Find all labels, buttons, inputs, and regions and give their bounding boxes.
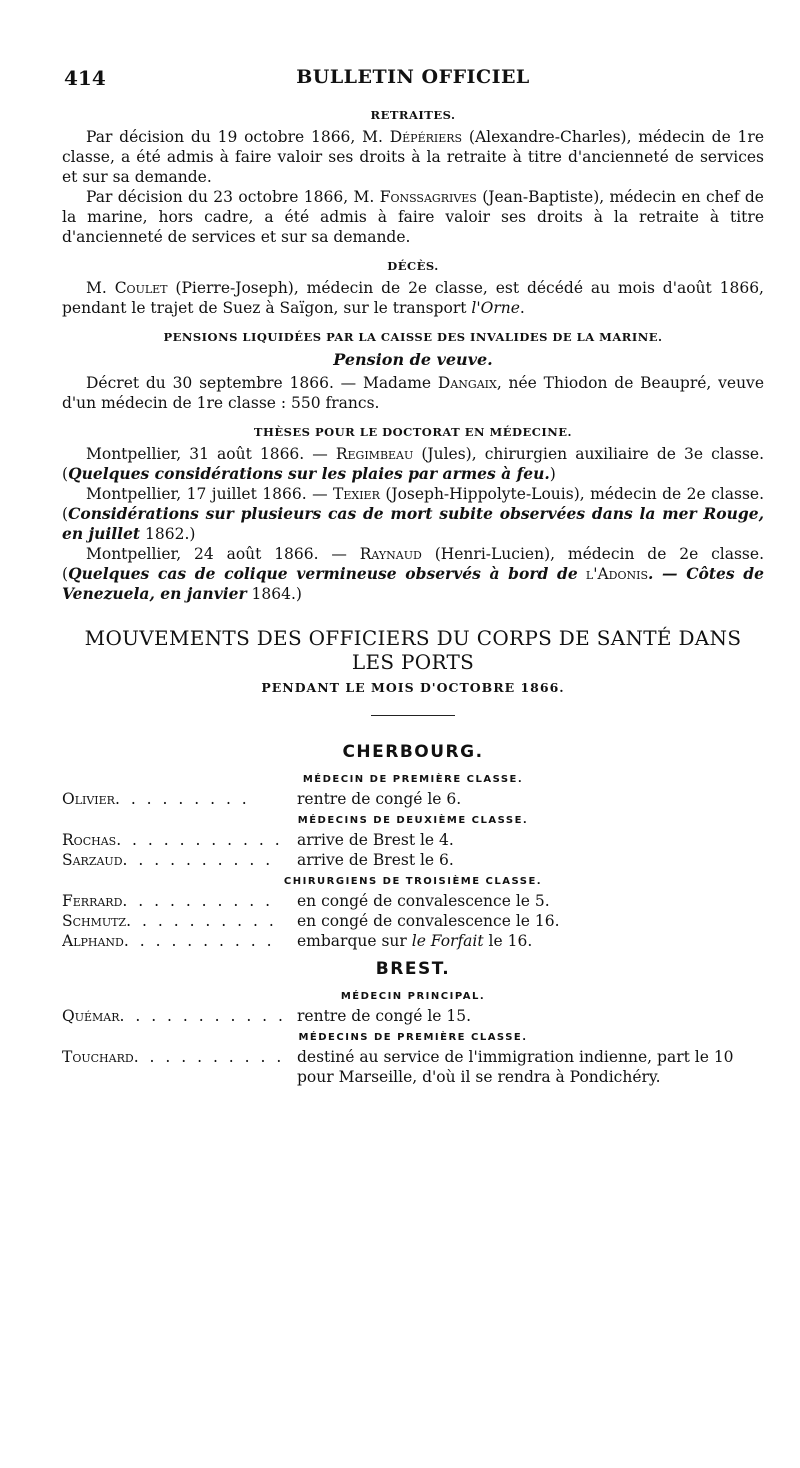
mouvements-heading: MOUVEMENTS DES OFFICIERS DU CORPS DE SANTÉ DANS LES PORTS <box>84 626 742 674</box>
rank-heading: MÉDECIN PRINCIPAL. <box>340 991 486 1002</box>
retraites-paragraph-2 <box>62 187 764 247</box>
leader-dots: . . . . . . . . . . <box>126 912 277 930</box>
text: (Jules), chirurgien auxiliaire de 3e classe. ( <box>62 445 764 483</box>
these-item-3 <box>62 544 764 604</box>
text: M. <box>86 279 107 297</box>
page-header <box>62 66 764 106</box>
text: Par décision du 19 octobre 1866, M. <box>86 128 383 146</box>
text: (Joseph-Hippolyte-Louis), médecin de 2e classe. ( <box>62 485 764 523</box>
port-heading-cherbourg: CHERBOURG. <box>342 742 484 762</box>
officer-name: Sarzaud <box>62 851 123 869</box>
person-name: Dangaix <box>437 374 497 392</box>
leader-dots: . . . . . . . . . . <box>133 1048 285 1066</box>
text: . <box>519 299 525 317</box>
deces-paragraph <box>62 278 764 318</box>
movement-description: en congé de convalescence le 5. <box>297 892 550 910</box>
officer-name: Touchard <box>62 1048 134 1066</box>
movement-description: arrive de Brest le 4. <box>297 831 454 849</box>
text: 1864.) <box>246 585 302 603</box>
these-item-2 <box>62 484 764 544</box>
thesis-title-continued: . — Côtes de Venezuela, en janvier <box>62 564 764 603</box>
leader-dots: . . . . . . . . . . <box>122 892 274 910</box>
ship-name: l'Adonis <box>585 565 648 583</box>
officer-name: Quémar <box>62 1007 120 1025</box>
text: embarque sur <box>297 932 407 950</box>
text: (Pierre-Joseph), médecin de 2e classe, est décédé au mois d'août 1866, pendant le trajet de Suez à Saïgon, sur le transport <box>62 279 764 317</box>
running-title: BULLETIN OFFICIEL <box>296 66 530 88</box>
rank-heading: CHIRURGIENS DE TROISIÈME CLASSE. <box>283 876 543 887</box>
pensions-subheading: Pension de veuve. <box>333 350 493 369</box>
officer-name: Schmutz <box>62 912 127 930</box>
ship-name: le Forfait <box>411 932 484 950</box>
thesis-title: Quelques considérations sur les plaies par armes à feu. <box>68 464 550 483</box>
page-number: 414 <box>64 66 106 90</box>
retraites-paragraph-1 <box>62 127 764 187</box>
list-item <box>62 891 764 911</box>
retraites-heading: RETRAITES. <box>370 108 456 122</box>
person-name: Fonssagrives <box>379 188 477 206</box>
person-name: Regimbeau <box>335 445 414 463</box>
text: (Jean-Baptiste), médecin en chef de la marine, hors cadre, a été admis à faire valoir ses droits à la retraite à titre d'ancienneté de services et sur sa demande. <box>62 188 764 246</box>
person-name: Dépériers <box>389 128 463 146</box>
text: Montpellier, 31 août 1866. — <box>86 445 328 463</box>
thesis-title: Considérations sur plusieurs cas de mort subite observées dans la mer Rouge, en juillet <box>62 504 764 543</box>
officer-name: Rochas <box>62 831 117 849</box>
leader-dots: . . . . . . . . . . . <box>119 1007 286 1025</box>
movement-description: rentre de congé le 6. <box>297 790 462 808</box>
person-name: Raynaud <box>359 545 422 563</box>
list-item <box>62 1047 764 1087</box>
ship-name: l'Orne <box>471 299 520 317</box>
movement-description <box>297 931 764 951</box>
person-name: Texier <box>333 485 380 503</box>
mouvements-subheading: PENDANT LE MOIS D'OCTOBRE 1866. <box>261 680 565 695</box>
text: (Henri-Lucien), médecin de 2e classe. ( <box>62 545 764 583</box>
leader-dots: . . . . . . . . . <box>114 790 250 808</box>
person-name: Coulet <box>114 279 168 297</box>
officer-name: Alphand <box>62 932 124 950</box>
movement-description: arrive de Brest le 6. <box>297 851 454 869</box>
list-item <box>62 830 764 850</box>
divider <box>371 715 455 716</box>
list-item <box>62 911 764 931</box>
theses-heading: THÈSES POUR LE DOCTORAT EN MÉDECINE. <box>253 425 573 439</box>
movement-description: destiné au service de l'immigration indienne, part le 10 pour Marseille, d'où il se rendra à Pondichéry. <box>297 1048 734 1086</box>
list-item <box>62 1006 764 1026</box>
list-item <box>62 789 764 809</box>
text: 1862.) <box>140 525 196 543</box>
pensions-heading: PENSIONS LIQUIDÉES PAR LA CAISSE DES INVALIDES DE LA MARINE. <box>163 330 663 344</box>
port-heading-brest: BREST. <box>375 959 451 979</box>
text: Par décision du 23 octobre 1866, M. <box>86 188 375 206</box>
officer-name: Olivier <box>62 790 115 808</box>
text: Montpellier, 17 juillet 1866. — <box>86 485 328 503</box>
rank-heading: MÉDECIN DE PREMIÈRE CLASSE. <box>302 774 524 785</box>
text: (Alexandre-Charles), médecin de 1re classe, a été admis à faire valoir ses droits à la retraite à titre d'ancienneté de services et sur sa demande. <box>62 128 764 186</box>
text: Décret du 30 septembre 1866. — Madame <box>86 374 432 392</box>
rank-heading: MÉDECINS DE DEUXIÈME CLASSE. <box>297 815 529 826</box>
pensions-paragraph <box>62 373 764 413</box>
thesis-title: Quelques cas de colique vermineuse observés à bord de <box>68 564 578 583</box>
leader-dots: . . . . . . . . . . . <box>116 831 283 849</box>
text: Montpellier, 24 août 1866. — <box>86 545 347 563</box>
officer-name: Ferrard <box>62 892 123 910</box>
movement-description: rentre de congé le 15. <box>297 1007 472 1025</box>
text: , née Thiodon de Beaupré, veuve d'un médecin de 1re classe : 550 francs. <box>62 374 764 412</box>
rank-heading: MÉDECINS DE PREMIÈRE CLASSE. <box>298 1032 528 1043</box>
list-item <box>62 931 764 951</box>
these-item-1 <box>62 444 764 484</box>
text: ) <box>549 465 556 483</box>
list-item <box>62 850 764 870</box>
leader-dots: . . . . . . . . . . <box>122 851 274 869</box>
document-page <box>62 66 764 1087</box>
leader-dots: . . . . . . . . . . <box>123 932 275 950</box>
movement-description: en congé de convalescence le 16. <box>297 912 560 930</box>
deces-heading: DÉCÈS. <box>387 259 439 273</box>
text: le 16. <box>483 932 533 950</box>
